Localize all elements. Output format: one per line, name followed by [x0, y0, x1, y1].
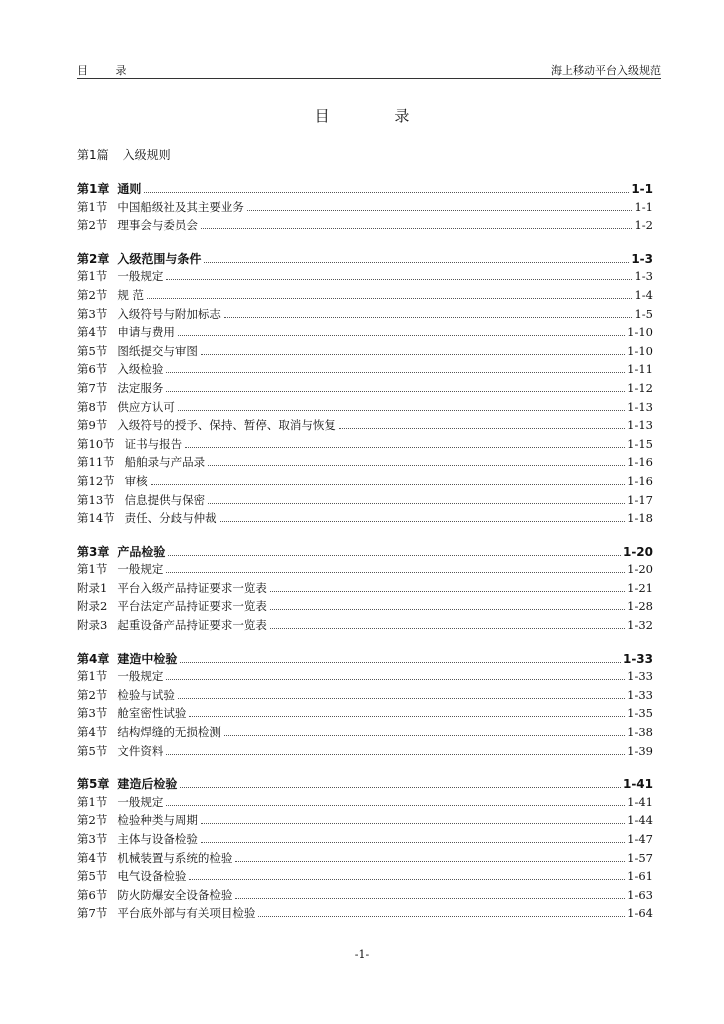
toc-leader-dots [180, 662, 621, 663]
toc-entry-label: 第1节 [77, 562, 108, 577]
toc-entry-title: 供应方认可 [117, 399, 175, 414]
toc-chapter-group [77, 543, 653, 636]
toc-entry-page: 1-28 [627, 599, 653, 614]
toc-entry-label: 第4章 [77, 651, 110, 666]
toc-leader-dots [166, 754, 625, 755]
toc-entry-page: 1-21 [627, 580, 653, 595]
toc-entry-title: 结构焊缝的无损检测 [117, 725, 221, 740]
toc-entry-page: 1-3 [634, 269, 653, 284]
toc-entry-page: 1-17 [627, 492, 653, 507]
toc-entry-page: 1-16 [627, 455, 653, 470]
toc-leader-dots [185, 447, 625, 448]
toc-entry-title: 电气设备检验 [117, 869, 187, 884]
toc-leader-dots [189, 716, 625, 717]
toc-entry-page: 1-10 [627, 325, 653, 340]
toc-entry-title: 入级符号的授予、保持、暂停、取消与恢复 [117, 418, 336, 433]
toc-entry-page: 1-1 [634, 199, 653, 214]
toc-entry-title: 一般规定 [117, 669, 164, 684]
toc-entry-page: 1-3 [631, 251, 653, 266]
toc-section-entry[interactable] [77, 454, 653, 473]
toc-chapter-entry[interactable] [77, 650, 653, 669]
toc-section-entry[interactable] [77, 705, 653, 724]
toc-entry-page: 1-41 [622, 777, 653, 792]
toc-entry-page: 1-47 [627, 832, 653, 846]
toc-entry-label: 附录1 [77, 580, 108, 595]
toc-leader-dots [166, 679, 625, 680]
toc-section-entry[interactable] [77, 617, 653, 636]
toc-entry-label: 第1章 [77, 182, 110, 196]
toc-entry-title: 入级范围与条件 [117, 251, 202, 266]
toc-entry-title: 入级检验 [117, 362, 164, 377]
toc-entry-label: 第11节 [77, 455, 115, 470]
toc-leader-dots [166, 279, 632, 280]
toc-leader-dots [201, 228, 633, 229]
toc-chapter-group [77, 650, 653, 762]
toc-entry-title: 证书与报告 [124, 436, 183, 451]
toc-leader-dots [178, 335, 625, 336]
toc-leader-dots [180, 787, 621, 788]
toc-entry-page: 1-20 [627, 562, 653, 577]
toc-section-entry[interactable] [77, 831, 653, 850]
toc-entry-title: 主体与设备检验 [117, 832, 198, 846]
toc-section-entry[interactable] [77, 724, 653, 743]
toc-leader-dots [178, 698, 625, 699]
toc-leader-dots [151, 484, 626, 485]
toc-section-entry[interactable] [77, 510, 653, 529]
toc-section-entry[interactable] [77, 473, 653, 492]
toc-section-entry[interactable] [77, 561, 653, 580]
toc-entry-title: 法定服务 [117, 380, 164, 395]
table-of-contents [77, 180, 653, 938]
toc-section-entry[interactable] [77, 436, 653, 455]
toc-section-entry[interactable] [77, 268, 653, 287]
toc-entry-label: 第14节 [77, 511, 115, 526]
toc-section-entry[interactable] [77, 580, 653, 599]
toc-entry-page: 1-41 [627, 794, 653, 809]
header-rule [77, 78, 661, 79]
toc-entry-title: 申请与费用 [117, 325, 175, 340]
toc-entry-title: 建造后检验 [117, 777, 178, 792]
toc-section-entry[interactable] [77, 380, 653, 399]
toc-entry-label: 第10节 [77, 436, 115, 451]
toc-section-entry[interactable] [77, 306, 653, 325]
toc-leader-dots [178, 410, 625, 411]
toc-leader-dots [166, 391, 625, 392]
toc-entry-label: 第3章 [77, 544, 110, 559]
toc-entry-label: 附录3 [77, 618, 108, 633]
toc-entry-title: 检验种类与周期 [117, 813, 198, 828]
toc-entry-label: 第4节 [77, 325, 108, 340]
toc-entry-title: 检验与试验 [117, 687, 175, 702]
toc-entry-page: 1-64 [627, 906, 653, 921]
toc-chapter-group [77, 775, 653, 924]
part-heading [77, 146, 171, 163]
toc-section-entry[interactable] [77, 743, 653, 762]
toc-entry-page: 1-33 [627, 669, 653, 684]
toc-entry-label: 第5节 [77, 343, 108, 358]
toc-entry-label: 第1节 [77, 199, 108, 214]
toc-entry-title: 规 范 [117, 287, 144, 302]
toc-entry-label: 第4节 [77, 850, 108, 865]
toc-section-entry[interactable] [77, 217, 653, 236]
toc-section-entry[interactable] [77, 287, 653, 306]
toc-leader-dots [270, 609, 625, 610]
part-label: 第1篇 [77, 148, 109, 162]
toc-entry-label: 第7节 [77, 906, 108, 921]
toc-entry-title: 审核 [124, 473, 148, 488]
toc-entry-page: 1-63 [627, 887, 653, 902]
toc-entry-title: 产品检验 [117, 544, 166, 559]
toc-leader-dots [224, 735, 625, 736]
toc-leader-dots [201, 354, 625, 355]
toc-entry-page: 1-38 [627, 725, 653, 740]
toc-entry-page: 1-16 [627, 473, 653, 488]
toc-entry-label: 第4节 [77, 725, 108, 740]
toc-chapter-group [77, 250, 653, 529]
toc-entry-label: 第6节 [77, 887, 108, 902]
toc-entry-page: 1-20 [622, 544, 653, 559]
toc-section-entry[interactable] [77, 399, 653, 418]
toc-entry-title: 一般规定 [117, 562, 164, 577]
toc-entry-label: 附录2 [77, 599, 108, 614]
toc-section-entry[interactable] [77, 324, 653, 343]
toc-leader-dots [235, 861, 625, 862]
toc-entry-page: 1-1 [631, 182, 653, 196]
toc-entry-page: 1-13 [627, 399, 653, 414]
toc-entry-page: 1-13 [627, 418, 653, 433]
toc-section-entry[interactable] [77, 794, 653, 813]
toc-entry-page: 1-61 [627, 869, 653, 884]
toc-leader-dots [201, 842, 625, 843]
toc-section-entry[interactable] [77, 417, 653, 436]
toc-chapter-entry[interactable] [77, 250, 653, 269]
toc-entry-label: 第3节 [77, 306, 108, 321]
toc-chapter-entry[interactable] [77, 180, 653, 199]
toc-chapter-entry[interactable] [77, 543, 653, 562]
toc-entry-page: 1-44 [627, 813, 653, 828]
toc-leader-dots [235, 898, 625, 899]
toc-entry-label: 第1节 [77, 794, 108, 809]
toc-entry-label: 第2节 [77, 287, 108, 302]
toc-entry-page: 1-5 [634, 306, 653, 321]
page-title: 目 录 [314, 107, 440, 125]
toc-leader-dots [339, 428, 625, 429]
toc-entry-page: 1-32 [627, 618, 653, 633]
toc-entry-page: 1-12 [627, 380, 653, 395]
toc-entry-title: 理事会与委员会 [117, 218, 198, 233]
toc-section-entry[interactable] [77, 361, 653, 380]
toc-entry-label: 第1节 [77, 269, 108, 284]
toc-entry-label: 第12节 [77, 473, 115, 488]
toc-entry-title: 舱室密性试验 [117, 706, 187, 721]
toc-entry-page: 1-33 [627, 687, 653, 702]
toc-section-entry[interactable] [77, 668, 653, 687]
toc-entry-label: 第3节 [77, 832, 108, 846]
toc-leader-dots [270, 628, 625, 629]
toc-entry-page: 1-33 [622, 651, 653, 666]
toc-section-entry[interactable] [77, 850, 653, 869]
toc-entry-title: 一般规定 [117, 794, 164, 809]
toc-entry-title: 平台入级产品持证要求一览表 [117, 580, 267, 595]
toc-entry-title: 信息提供与保密 [124, 492, 206, 507]
toc-leader-dots [208, 465, 625, 466]
toc-leader-dots [168, 555, 621, 556]
toc-entry-page: 1-11 [627, 362, 653, 377]
toc-section-entry[interactable] [77, 492, 653, 511]
toc-entry-label: 第5章 [77, 777, 110, 792]
toc-leader-dots [204, 262, 629, 263]
toc-entry-page: 1-39 [627, 743, 653, 758]
header-right-text: 海上移动平台入级规范 [551, 64, 661, 77]
header-left-text: 目 录 [77, 64, 139, 77]
toc-entry-page: 1-57 [627, 850, 653, 865]
toc-leader-dots [220, 521, 626, 522]
toc-leader-dots [144, 192, 629, 193]
toc-entry-page: 1-10 [627, 343, 653, 358]
toc-entry-title: 防火防爆安全设备检验 [117, 887, 233, 902]
toc-entry-label: 第2节 [77, 813, 108, 828]
toc-leader-dots [189, 879, 625, 880]
toc-leader-dots [166, 372, 625, 373]
toc-entry-label: 第2节 [77, 218, 108, 233]
toc-entry-label: 第2章 [77, 251, 110, 266]
toc-leader-dots [208, 503, 625, 504]
toc-section-entry[interactable] [77, 343, 653, 362]
toc-entry-title: 起重设备产品持证要求一览表 [117, 618, 267, 633]
toc-entry-page: 1-2 [634, 218, 653, 233]
toc-entry-label: 第5节 [77, 743, 108, 758]
toc-entry-label: 第8节 [77, 399, 108, 414]
toc-entry-title: 船舶录与产品录 [124, 455, 206, 470]
toc-entry-label: 第2节 [77, 687, 108, 702]
toc-chapter-entry[interactable] [77, 775, 653, 794]
toc-section-entry[interactable] [77, 687, 653, 706]
page-number: -1- [354, 948, 370, 961]
toc-entry-label: 第3节 [77, 706, 108, 721]
toc-entry-title: 通则 [117, 182, 142, 196]
toc-entry-title: 机械装置与系统的检验 [117, 850, 233, 865]
toc-entry-page: 1-18 [627, 511, 653, 526]
toc-section-entry[interactable] [77, 905, 653, 924]
toc-entry-title: 图纸提交与审图 [117, 343, 198, 358]
toc-leader-dots [147, 298, 632, 299]
part-title: 入级规则 [122, 148, 171, 162]
toc-entry-label: 第6节 [77, 362, 108, 377]
toc-entry-label: 第5节 [77, 869, 108, 884]
toc-leader-dots [166, 805, 625, 806]
toc-entry-title: 中国船级社及其主要业务 [117, 199, 244, 214]
toc-entry-title: 平台底外部与有关项目检验 [117, 906, 256, 921]
toc-entry-label: 第1节 [77, 669, 108, 684]
toc-entry-title: 一般规定 [117, 269, 164, 284]
toc-leader-dots [224, 317, 633, 318]
toc-section-entry[interactable] [77, 812, 653, 831]
toc-leader-dots [166, 572, 625, 573]
toc-entry-title: 责任、分歧与仲裁 [124, 511, 217, 526]
toc-leader-dots [258, 916, 625, 917]
toc-section-entry[interactable] [77, 868, 653, 887]
page-header [77, 62, 661, 78]
toc-entry-label: 第9节 [77, 418, 108, 433]
toc-leader-dots [247, 210, 633, 211]
toc-entry-page: 1-4 [634, 287, 653, 302]
toc-section-entry[interactable] [77, 598, 653, 617]
toc-chapter-group [77, 180, 653, 236]
toc-entry-page: 1-15 [627, 436, 653, 451]
toc-leader-dots [201, 823, 625, 824]
toc-entry-label: 第13节 [77, 492, 115, 507]
toc-section-entry[interactable] [77, 199, 653, 218]
toc-entry-title: 建造中检验 [117, 651, 178, 666]
toc-entry-title: 平台法定产品持证要求一览表 [117, 599, 267, 614]
toc-entry-label: 第7节 [77, 380, 108, 395]
toc-entry-page: 1-35 [627, 706, 653, 721]
toc-entry-title: 文件资料 [117, 743, 164, 758]
toc-section-entry[interactable] [77, 887, 653, 906]
toc-leader-dots [270, 591, 625, 592]
toc-entry-title: 入级符号与附加标志 [117, 306, 221, 321]
